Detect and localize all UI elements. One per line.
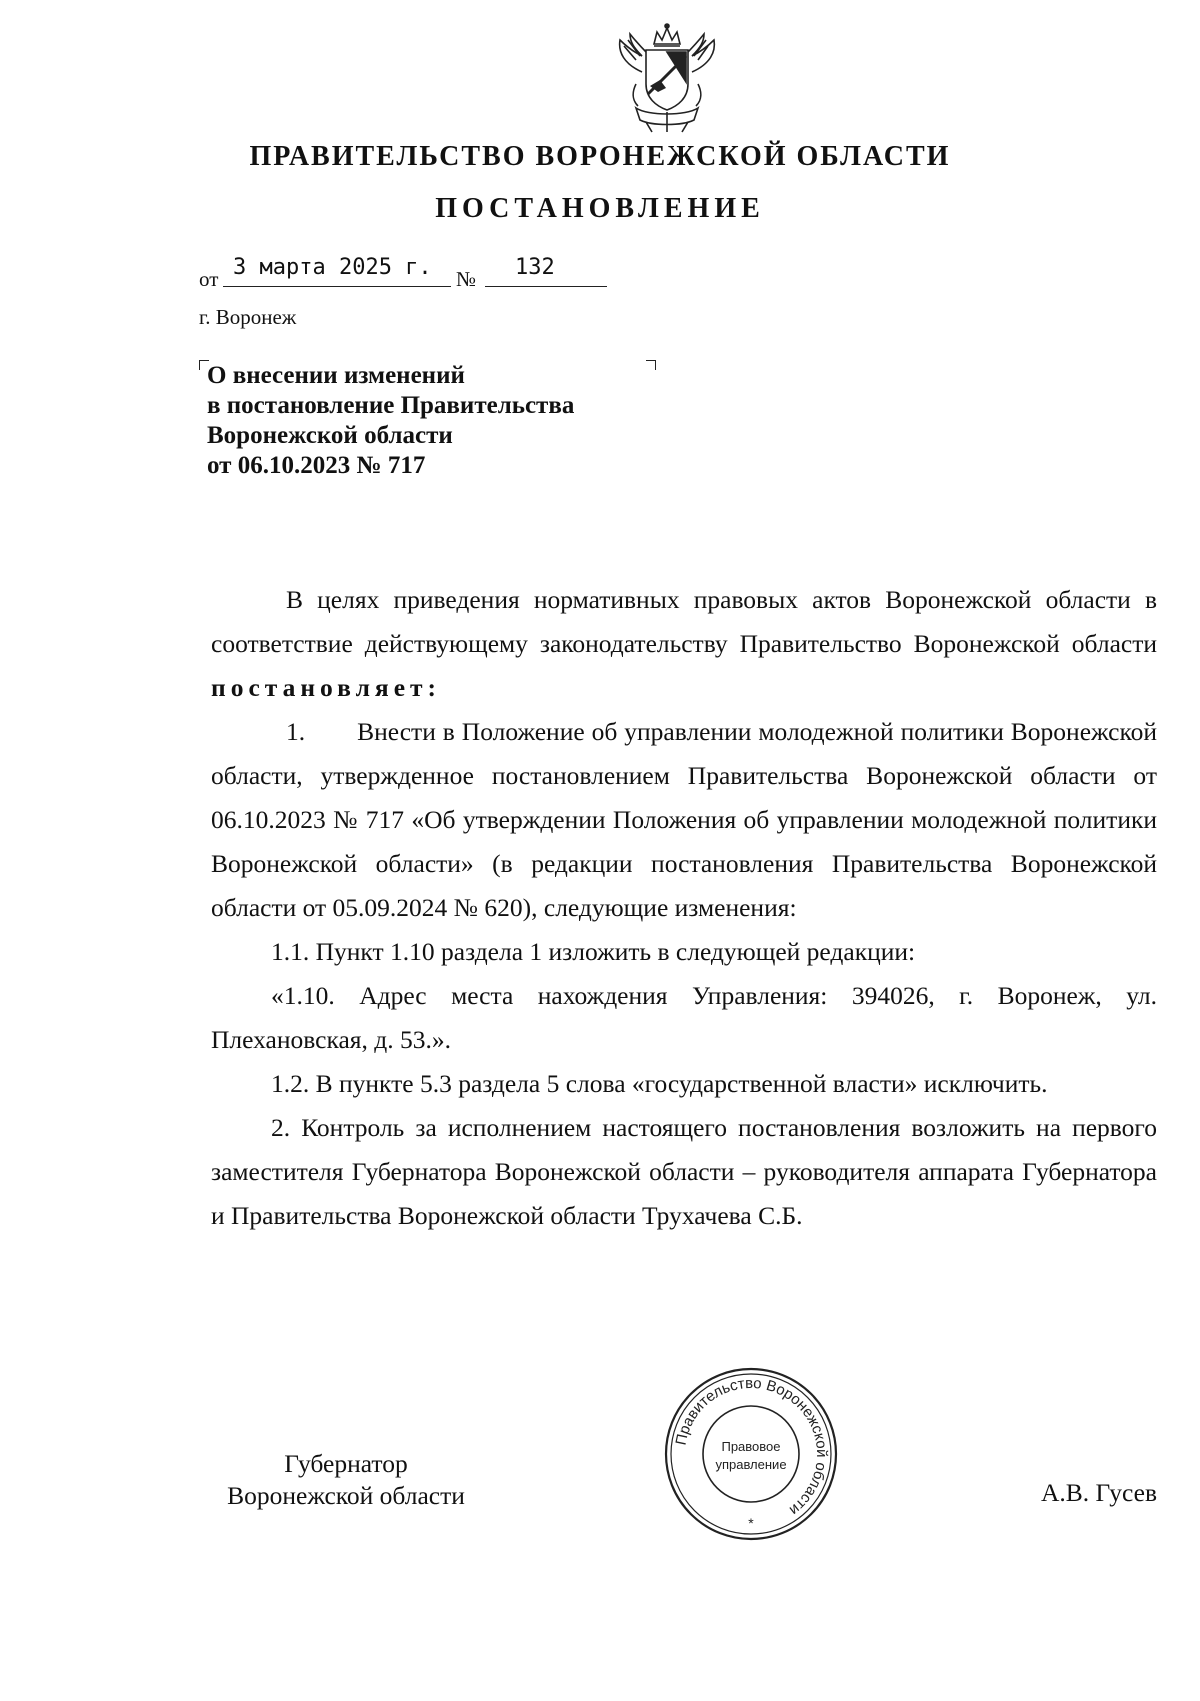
number-underline (485, 286, 607, 287)
stamp-star: * (748, 1515, 754, 1531)
stamp-center-line: Правовое (721, 1439, 781, 1454)
item-1-paragraph (211, 710, 1157, 930)
signer-name: А.В. Гусев (1040, 1478, 1157, 1507)
stamp-inner-ring (671, 1374, 831, 1534)
subject-corner-mark-right (646, 360, 656, 370)
signer-position-line: Воронежской области (227, 1481, 465, 1510)
city-line: г. Воронеж (199, 305, 297, 329)
date-prefix: от (199, 267, 219, 291)
decree-word: постановляет: (211, 673, 442, 702)
voronezh-coat-of-arms-icon (612, 22, 722, 134)
item-1-1-paragraph: 1.1. Пункт 1.10 раздела 1 изложить в следующей редакции: (271, 937, 916, 966)
subject-line: О внесении изменений (207, 362, 465, 389)
subject-line: Воронежской области (207, 422, 453, 449)
document-date-number-row (199, 255, 679, 295)
signer-position (211, 1448, 481, 1512)
stamp-outer-ring (666, 1369, 836, 1539)
stamp-center-line: управление (715, 1457, 787, 1472)
item-1-2-paragraph: 1.2. В пункте 5.3 раздела 5 слова «государственной власти» исключить. (271, 1069, 1048, 1098)
document-date: 3 марта 2025 г. (233, 255, 432, 280)
document-number: 132 (515, 255, 555, 280)
item-2-paragraph: 2. Контроль за исполнением настоящего постановления возложить на первого заместителя Губернатора Воронежской области – руководителя аппарата Губернатора и Правительства Воронежской области Трухачева С.Б. (211, 1113, 1157, 1230)
document-body (211, 578, 1157, 1238)
item-1-text: Внести в Положение об управлении молодежной политики Воронежской области, утвержденное постановлением Правительства Воронежской области от 06.10.2023 № 717 «Об утверждении Положения об управлении молодежной политики Воронежской области» (в редакции постановления Правительства Воронежской области от 05.09.2024 № 620), следующие изменения: (211, 717, 1157, 922)
date-underline (223, 286, 451, 287)
organization-title: ПРАВИТЕЛЬСТВО ВОРОНЕЖСКОЙ ОБЛАСТИ (249, 141, 951, 172)
item-1-1-quote-paragraph: «1.10. Адрес места нахождения Управления: 394026, г. Воронеж, ул. Плехановская, д. 53.». (211, 981, 1157, 1054)
stamp-ring-text: Правительство Воронежской области (672, 1374, 831, 1519)
official-stamp (662, 1365, 840, 1543)
subject-line: от 06.10.2023 № 717 (207, 452, 426, 479)
subject-line: в постановление Правительства (207, 392, 575, 419)
signer-position-line: Губернатор (284, 1449, 408, 1478)
number-prefix: № (456, 267, 477, 291)
preamble-text: В целях приведения нормативных правовых актов Воронежской области в соответствие действующему законодательству Правительство Воронежской области (211, 585, 1157, 658)
item-1-number: 1. (286, 717, 306, 746)
preamble-paragraph (211, 578, 1157, 710)
stamp-center-ring (703, 1406, 799, 1502)
document-subject (207, 361, 647, 481)
document-type-title: ПОСТАНОВЛЕНИЕ (435, 193, 765, 224)
